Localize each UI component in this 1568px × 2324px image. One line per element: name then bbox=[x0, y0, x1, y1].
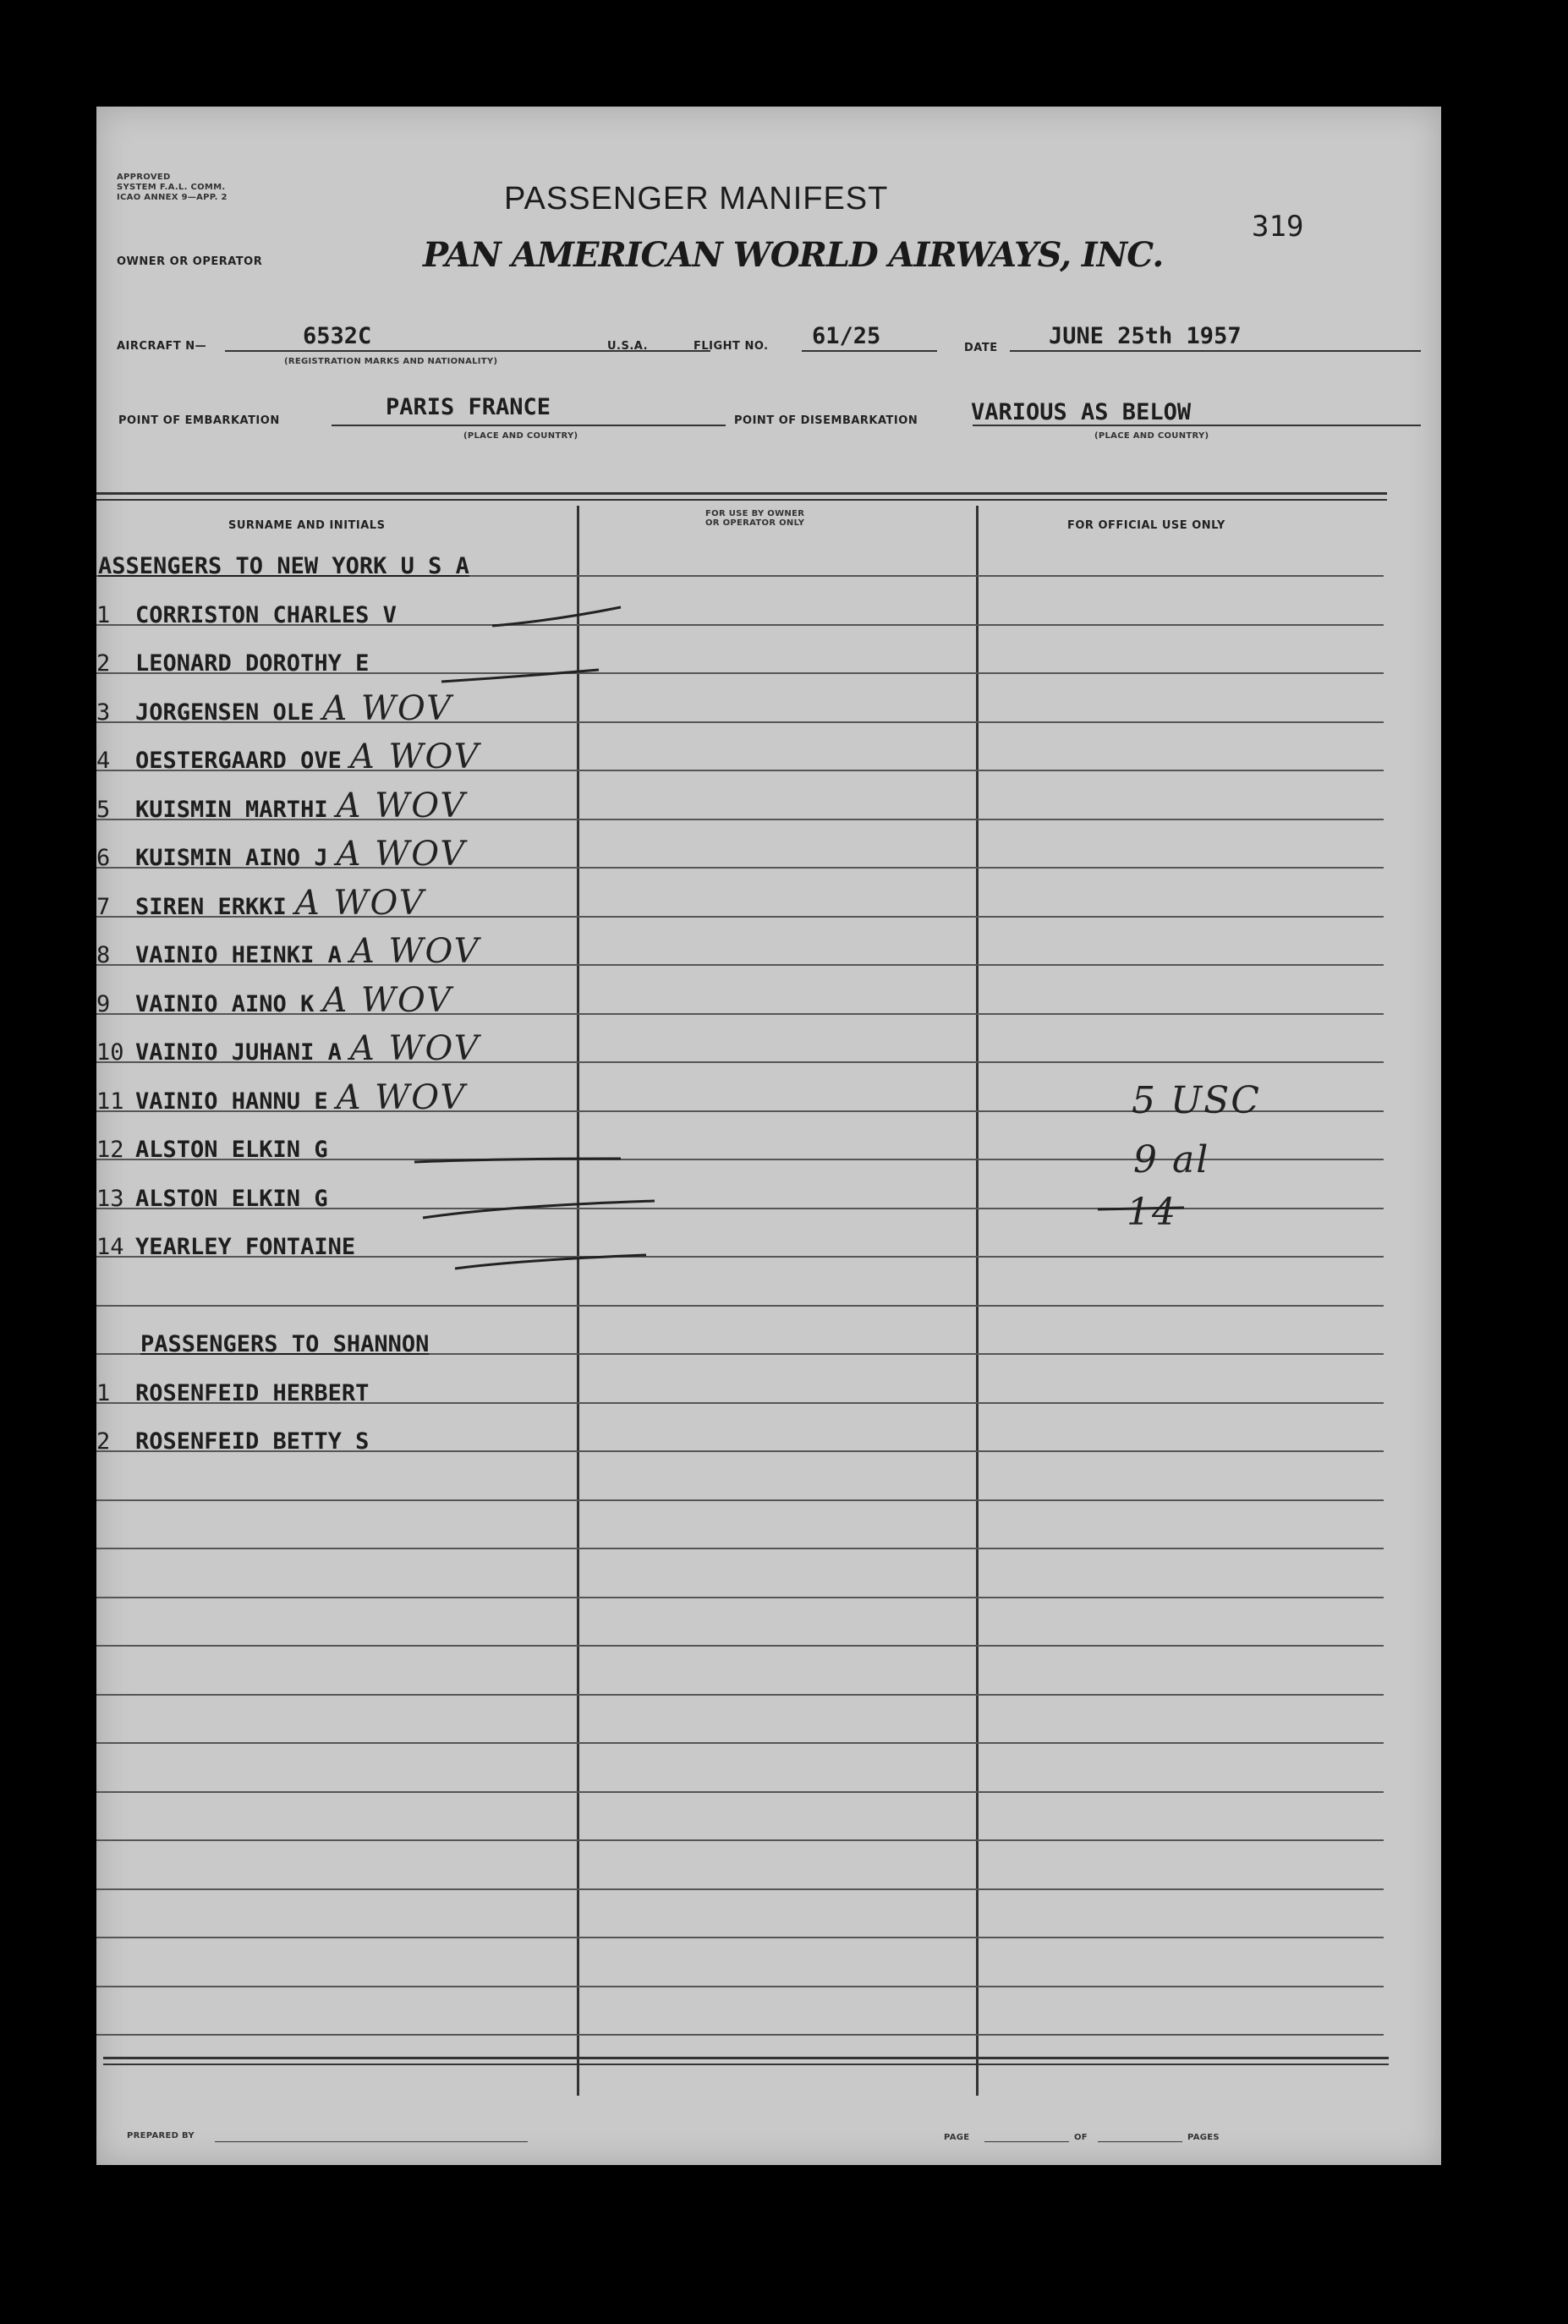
approval-line-2: SYSTEM F.A.L. COMM. bbox=[117, 183, 226, 192]
of-line bbox=[1098, 2141, 1182, 2142]
form-title: PASSENGER MANIFEST bbox=[504, 181, 889, 217]
date-value: JUNE 25th 1957 bbox=[1049, 323, 1242, 349]
handwritten-status: A WOV bbox=[336, 787, 467, 825]
handwritten-status: A WOV bbox=[349, 1029, 480, 1068]
embark-value: PARIS FRANCE bbox=[386, 394, 551, 420]
pen-dash-row-12 bbox=[414, 1159, 621, 1162]
owner-use-line-1: FOR USE BY OWNER bbox=[705, 509, 805, 518]
column-header-surname: SURNAME AND INITIALS bbox=[228, 519, 386, 532]
disembark-value: VARIOUS AS BELOW bbox=[971, 399, 1192, 425]
disembark-label: POINT OF DISEMBARKATION bbox=[734, 414, 918, 427]
registration-caption: (REGISTRATION MARKS AND NATIONALITY) bbox=[284, 357, 498, 366]
pages-label: PAGES bbox=[1187, 2133, 1220, 2142]
passenger-name: ALSTON ELKIN G bbox=[135, 1186, 328, 1212]
passenger-name: VAINIO JUHANI A bbox=[135, 1039, 342, 1066]
owner-use-line-2: OR OPERATOR ONLY bbox=[705, 518, 805, 528]
pen-dash-row-13 bbox=[423, 1201, 655, 1218]
handwritten-status: A WOV bbox=[322, 981, 453, 1020]
row-number: 8 bbox=[96, 942, 111, 968]
passenger-name: KUISMIN MARTHI bbox=[135, 797, 328, 823]
manifest-sheet bbox=[96, 107, 1441, 2165]
passenger-name: ROSENFEID BETTY S bbox=[135, 1428, 370, 1455]
flight-value: 61/25 bbox=[812, 323, 881, 349]
aircraft-value: 6532C bbox=[303, 323, 372, 349]
pen-dash-row-14 bbox=[455, 1255, 646, 1269]
owner-label: OWNER OR OPERATOR bbox=[117, 255, 263, 268]
handwritten-status: A WOV bbox=[294, 884, 425, 923]
approval-line-1: APPROVED bbox=[117, 173, 171, 182]
passenger-name: PASSENGERS TO SHANNON bbox=[140, 1331, 430, 1357]
page-number: 319 bbox=[1252, 210, 1304, 244]
passenger-name: JORGENSEN OLE bbox=[135, 699, 315, 726]
row-number: 10 bbox=[96, 1039, 124, 1066]
handwritten-status: A WOV bbox=[322, 689, 453, 728]
official-note-3: 14 bbox=[1127, 1191, 1177, 1234]
row-number: 3 bbox=[96, 699, 111, 726]
embark-caption: (PLACE AND COUNTRY) bbox=[463, 431, 578, 441]
row-number: 7 bbox=[96, 894, 111, 920]
airline-name: PAN AMERICAN WORLD AIRWAYS, INC. bbox=[423, 235, 1164, 275]
pen-dash-row-2 bbox=[441, 670, 599, 682]
passenger-name: KUISMIN AINO J bbox=[135, 845, 328, 871]
pen-dash-row-1 bbox=[492, 607, 621, 626]
date-label: DATE bbox=[964, 342, 998, 354]
page-line bbox=[984, 2141, 1069, 2142]
passenger-name: OESTERGAARD OVE bbox=[135, 748, 342, 774]
official-note-1: 5 USC bbox=[1132, 1079, 1261, 1122]
handwritten-status: A WOV bbox=[336, 1078, 467, 1117]
row-number: 13 bbox=[96, 1186, 124, 1212]
passenger-name: CORRISTON CHARLES V bbox=[135, 602, 397, 628]
row-number: 2 bbox=[96, 650, 111, 677]
page-label: PAGE bbox=[944, 2133, 970, 2142]
row-number: 9 bbox=[96, 991, 111, 1017]
row-number: 12 bbox=[96, 1137, 124, 1163]
passenger-name: ROSENFEID HERBERT bbox=[135, 1380, 370, 1406]
passenger-name: VAINIO AINO K bbox=[135, 991, 315, 1017]
approval-line-3: ICAO ANNEX 9—APP. 2 bbox=[117, 193, 228, 202]
row-number: 14 bbox=[96, 1234, 124, 1260]
prepared-by-label: PREPARED BY bbox=[127, 2131, 195, 2140]
row-number: 2 bbox=[96, 1428, 111, 1455]
official-note-2: 9 al bbox=[1133, 1138, 1210, 1181]
row-number: 4 bbox=[96, 748, 111, 774]
row-number: 1 bbox=[96, 1380, 111, 1406]
disembark-caption: (PLACE AND COUNTRY) bbox=[1094, 431, 1209, 441]
table-bottom-rule-2 bbox=[103, 2064, 1389, 2065]
usa-label: U.S.A. bbox=[607, 340, 649, 353]
embark-label: POINT OF EMBARKATION bbox=[118, 414, 280, 427]
row-number: 1 bbox=[96, 602, 111, 628]
row-number: 6 bbox=[96, 845, 111, 871]
column-header-official-use: FOR OFFICIAL USE ONLY bbox=[1067, 519, 1225, 532]
handwritten-status: A WOV bbox=[336, 835, 467, 874]
flight-label: FLIGHT NO. bbox=[694, 340, 769, 353]
passenger-name: VAINIO HANNU E bbox=[135, 1088, 328, 1115]
passenger-name: ALSTON ELKIN G bbox=[135, 1137, 328, 1163]
prepared-by-line bbox=[215, 2141, 528, 2142]
handwritten-status: A WOV bbox=[349, 737, 480, 776]
handwritten-status: A WOV bbox=[349, 932, 480, 971]
row-number: 5 bbox=[96, 797, 111, 823]
passenger-name: LEONARD DOROTHY E bbox=[135, 650, 370, 677]
table-bottom-rule-1 bbox=[103, 2057, 1389, 2059]
pen-marks bbox=[96, 107, 1441, 2165]
passenger-name: VAINIO HEINKI A bbox=[135, 942, 342, 968]
aircraft-label: AIRCRAFT N— bbox=[117, 340, 207, 353]
row-number: 11 bbox=[96, 1088, 124, 1115]
passenger-name: SIREN ERKKI bbox=[135, 894, 287, 920]
of-label: OF bbox=[1074, 2133, 1088, 2142]
passenger-name: YEARLEY FONTAINE bbox=[135, 1234, 356, 1260]
passenger-name: ASSENGERS TO NEW YORK U S A bbox=[98, 553, 469, 579]
